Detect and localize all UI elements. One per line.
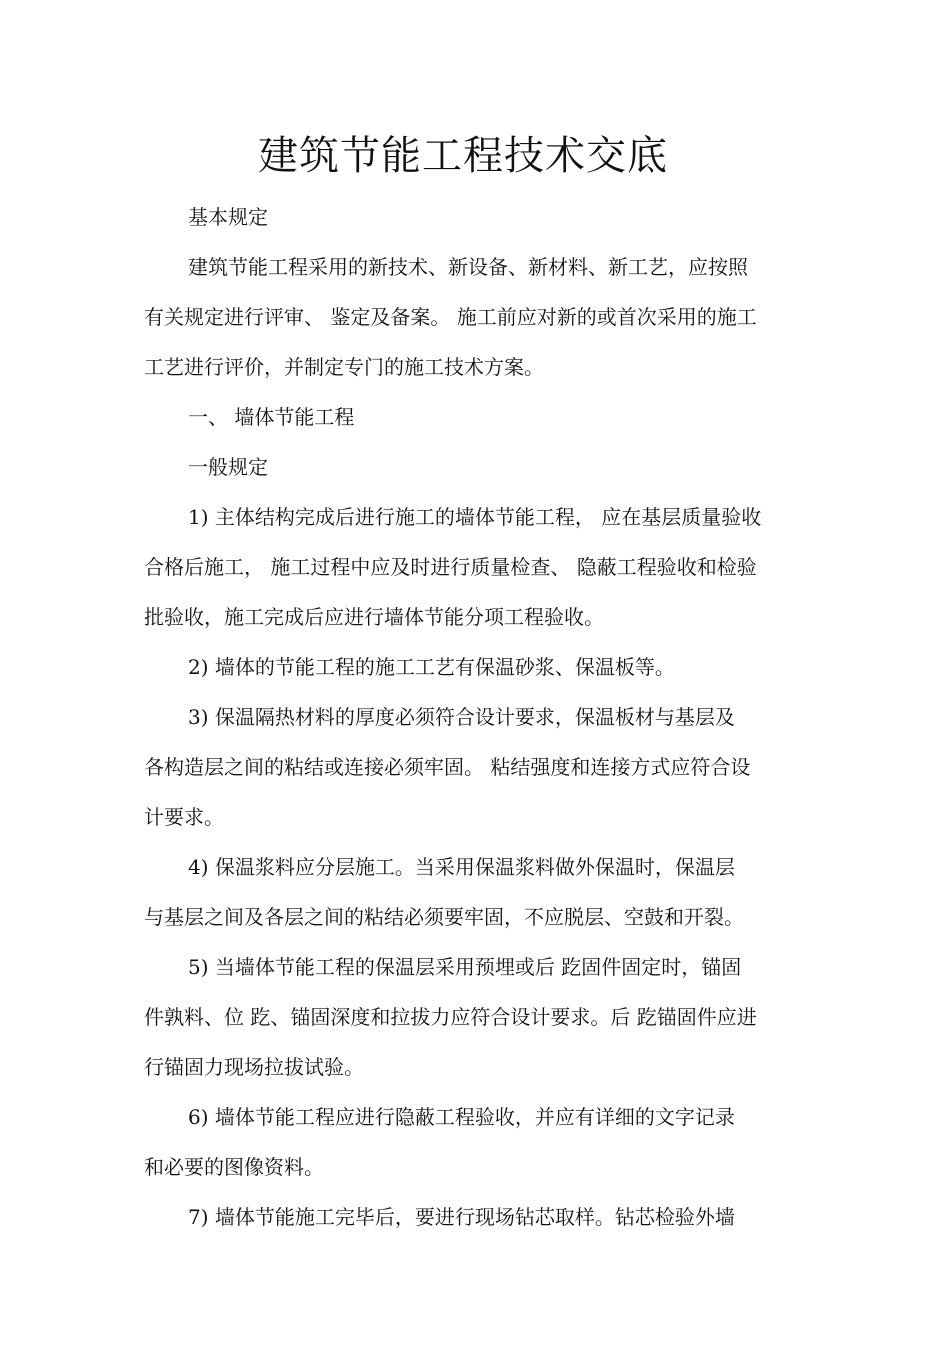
paragraph-line: 建筑节能工程采用的新技术、新设备、新材料、新工艺，应按照 bbox=[188, 255, 748, 279]
section-heading-basic-rules: 基本规定 bbox=[188, 205, 268, 229]
list-item-line: 5) 当墙体节能工程的保温层采用预埋或后 趷固件固定时，锚固 bbox=[188, 955, 742, 979]
list-item-line: 1) 主体结构完成后进行施工的墙体节能工程， 应在基层质量验收 bbox=[188, 505, 762, 529]
list-item-line: 合格后施工， 施工过程中应及时进行质量检查、 隐蔽工程验收和检验 bbox=[144, 555, 757, 579]
list-item-line: 6) 墙体节能工程应进行隐蔽工程验收，并应有详细的文字记录 bbox=[188, 1105, 735, 1129]
list-item-line: 行锚固力现场拉拔试验。 bbox=[144, 1055, 364, 1079]
list-item-line: 7) 墙体节能施工完毕后，要进行现场钻芯取样。钻芯检验外墙 bbox=[188, 1205, 735, 1229]
section-heading-wall-energy: 一、 墙体节能工程 bbox=[188, 405, 355, 429]
document-title: 建筑节能工程技术交底 bbox=[258, 133, 668, 179]
list-item-line: 计要求。 bbox=[144, 805, 224, 829]
paragraph-line: 工艺进行评价，并制定专门的施工技术方案。 bbox=[144, 355, 544, 379]
paragraph-line: 有关规定进行评审、 鉴定及备案。 施工前应对新的或首次采用的施工 bbox=[144, 305, 757, 329]
list-item-line: 2) 墙体的节能工程的施工工艺有保温砂浆、保温板等。 bbox=[188, 655, 675, 679]
list-item-line: 和必要的图像资料。 bbox=[144, 1155, 324, 1179]
list-item-line: 4) 保温浆料应分层施工。当采用保温浆料做外保温时，保温层 bbox=[188, 855, 735, 879]
section-heading-general-rules: 一般规定 bbox=[188, 455, 268, 479]
list-item-line: 3) 保温隔热材料的厚度必须符合设计要求，保温板材与基层及 bbox=[188, 705, 735, 729]
list-item-line: 各构造层之间的粘结或连接必须牢固。 粘结强度和连接方式应符合设 bbox=[144, 755, 751, 779]
list-item-line: 批验收，施工完成后应进行墙体节能分项工程验收。 bbox=[144, 605, 604, 629]
list-item-line: 与基层之间及各层之间的粘结必须要牢固，不应脱层、空鼓和开裂。 bbox=[144, 905, 744, 929]
list-item-line: 件孰料、位 趷、锚固深度和拉拔力应符合设计要求。后 趷锚固件应进 bbox=[144, 1005, 757, 1029]
